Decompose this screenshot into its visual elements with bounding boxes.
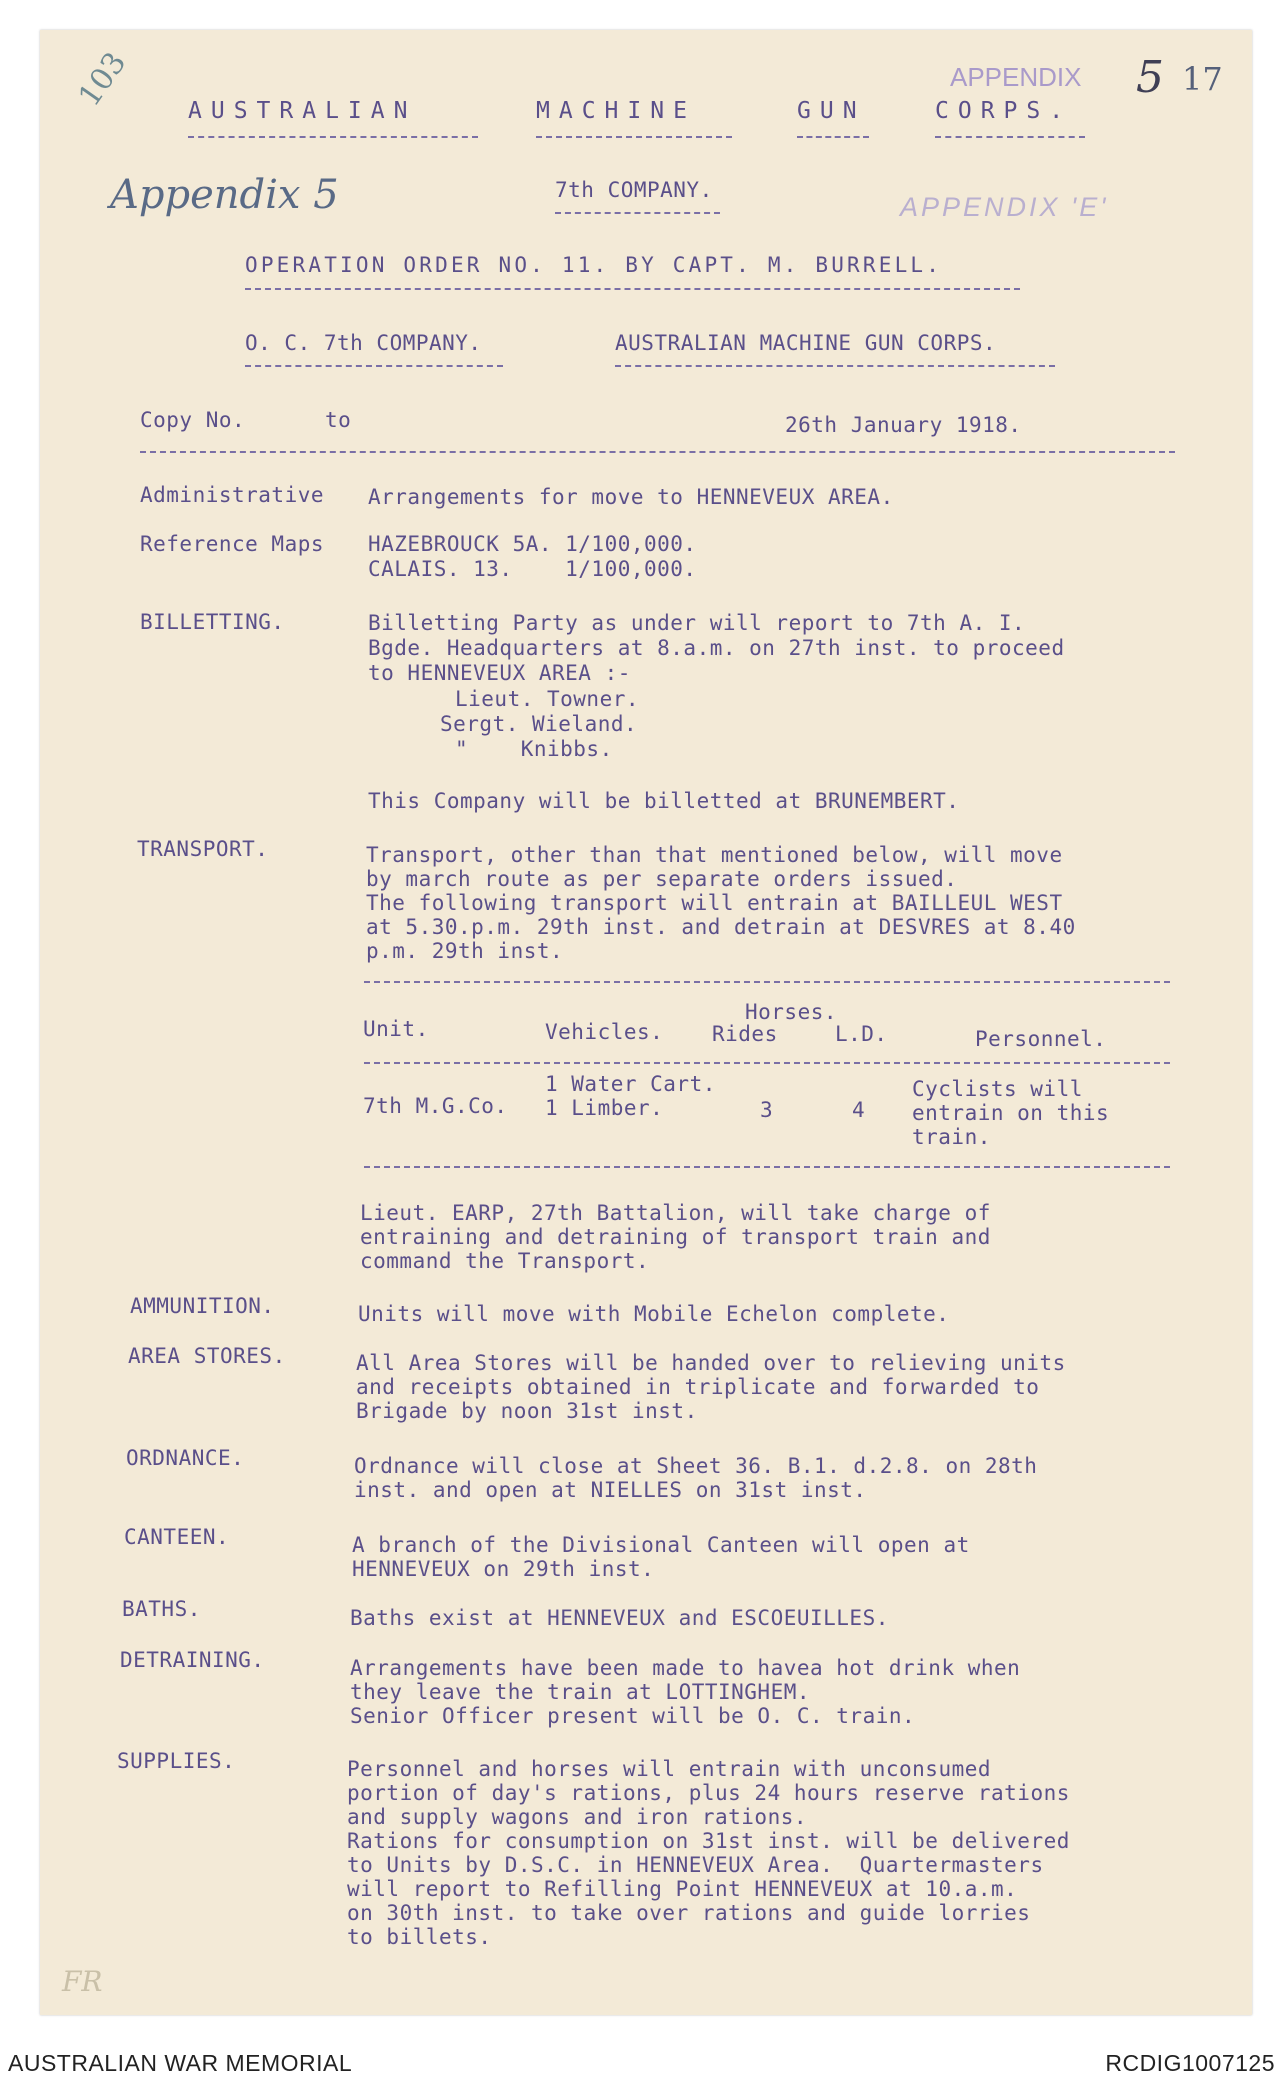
underline-oc-company [245,365,503,367]
table-cell-unit: 7th M.G.Co. [363,1094,508,1118]
ordnance-label: ORDNANCE. [126,1446,245,1470]
copy-to-label: to [325,408,352,432]
table-column-rides: Rides [712,1022,778,1046]
underline-corps [935,136,1085,138]
supplies-line: will report to Refilling Point HENNEVEUX at 10.a.m. [347,1877,1018,1901]
table-cell-vehicle: 1 Water Cart. [545,1072,716,1096]
billetting-line: Bgde. Headquarters at 8.a.m. on 27th inst. to proceed [368,636,1065,660]
order-date: 26th January 1918. [785,413,1022,437]
header-word-machine: MACHINE [536,98,696,124]
transport-note-line: command the Transport. [360,1249,650,1273]
area-stores-line: Brigade by noon 31st inst. [356,1399,698,1423]
underline-company [555,212,720,214]
header-word-corps: CORPS. [935,98,1073,124]
detraining-label: DETRAINING. [120,1648,265,1672]
billetting-line: to HENNEVEUX AREA :- [368,661,631,685]
underline-order-title [245,288,1020,290]
header-separator [140,451,1175,453]
table-cell-personnel: Cyclists will [912,1077,1083,1101]
billetting-note: This Company will be billetted at BRUNEMBERT. [368,789,960,813]
maps-label: Reference Maps [140,532,325,556]
bottom-mark: FR [62,1965,103,1998]
oc-company: O. C. 7th COMPANY. [245,331,482,355]
folio-number: 103 [71,46,134,113]
transport-label: TRANSPORT. [137,837,269,861]
underline-australian [188,136,478,138]
appendix-number-handwritten: 5 [1136,52,1164,103]
table-cell-personnel: entrain on this [912,1101,1110,1125]
appendix-script: Appendix 5 [110,172,339,218]
table-column-personnel: Personnel. [975,1027,1107,1051]
table-column-ld: L.D. [835,1022,888,1046]
maps-line-2: CALAIS. 13. 1/100,000. [368,557,697,581]
detraining-line: they leave the train at LOTTINGHEM. [350,1680,811,1704]
footer-record-id: RCDIG1007125 [1105,2050,1275,2076]
canteen-line: HENNEVEUX on 29th inst. [352,1557,655,1581]
table-cell-vehicle: 1 Limber. [545,1096,664,1120]
table-cell-ld: 4 [852,1098,866,1122]
transport-line: p.m. 29th inst. [366,939,564,963]
supplies-line: and supply wagons and iron rations. [347,1805,808,1829]
area-stores-line: and receipts obtained in triplicate and forwarded to [356,1375,1040,1399]
area-stores-line: All Area Stores will be handed over to relieving units [356,1351,1066,1375]
table-bottom-rule [364,1166,1170,1168]
baths-line: Baths exist at HENNEVEUX and ESCOEUILLES. [350,1606,889,1630]
order-title: OPERATION ORDER NO. 11. BY CAPT. M. BURRELL. [245,253,943,277]
table-group-header-horses: Horses. [745,1000,838,1024]
supplies-line: to Units by D.S.C. in HENNEVEUX Area. Quartermasters [347,1853,1044,1877]
ordnance-line: inst. and open at NIELLES on 31st inst. [354,1478,867,1502]
baths-label: BATHS. [122,1597,201,1621]
company-title: 7th COMPANY. [555,178,713,202]
transport-line: Transport, other than that mentioned below, will move [366,843,1063,867]
underline-oc-corps [615,365,1055,367]
transport-note-line: entraining and detraining of transport train and [360,1225,991,1249]
admin-text: Arrangements for move to HENNEVEUX AREA. [368,485,894,509]
supplies-line: on 30th inst. to take over rations and guide lorries [347,1901,1031,1925]
canteen-line: A branch of the Divisional Canteen will open at [352,1533,970,1557]
transport-line: The following transport will entrain at BAILLEUL WEST [366,891,1063,915]
supplies-label: SUPPLIES. [117,1749,236,1773]
billetting-line: Billetting Party as under will report to 7th A. I. [368,611,1026,635]
area-stores-label: AREA STORES. [128,1344,286,1368]
oc-corps: AUSTRALIAN MACHINE GUN CORPS. [615,331,997,355]
page-number: 17 [1182,60,1223,98]
billetting-party-member: Lieut. Towner. [455,687,640,711]
ammunition-label: AMMUNITION. [130,1294,275,1318]
table-cell-rides: 3 [760,1098,774,1122]
transport-note-line: Lieut. EARP, 27th Battalion, will take charge of [360,1201,991,1225]
appendix-e-stamp: APPENDIX 'E' [900,192,1109,222]
admin-label: Administrative [140,483,325,507]
ordnance-line: Ordnance will close at Sheet 36. B.1. d.2.8. on 28th [354,1454,1038,1478]
billetting-party-member: Sergt. Wieland. [440,712,638,736]
table-cell-personnel: train. [912,1125,991,1149]
detraining-line: Arrangements have been made to havea hot drink when [350,1656,1021,1680]
supplies-line: portion of day's rations, plus 24 hours reserve rations [347,1781,1070,1805]
ammunition-line: Units will move with Mobile Echelon complete. [358,1302,950,1326]
table-column-vehicles: Vehicles. [545,1020,664,1044]
transport-line: by march route as per separate orders issued. [366,867,958,891]
copy-number-label: Copy No. [140,408,246,432]
table-column-unit: Unit. [363,1017,429,1041]
maps-line-1: HAZEBROUCK 5A. 1/100,000. [368,532,697,556]
underline-machine [536,136,732,138]
header-word-australian: AUSTRALIAN [188,98,417,124]
table-header-rule [364,1062,1170,1064]
underline-gun [797,136,869,138]
supplies-line: Rations for consumption on 31st inst. will be delivered [347,1829,1070,1853]
supplies-line: to billets. [347,1925,492,1949]
detraining-line: Senior Officer present will be O. C. train. [350,1704,916,1728]
canteen-label: CANTEEN. [124,1525,230,1549]
supplies-line: Personnel and horses will entrain with unconsumed [347,1757,992,1781]
table-top-rule [364,981,1170,983]
billetting-party-member: " Knibbs. [455,737,613,761]
appendix-stamp: APPENDIX [950,62,1082,92]
header-word-gun: GUN [797,98,866,124]
billetting-label: BILLETTING. [140,610,285,634]
transport-line: at 5.30.p.m. 29th inst. and detrain at DESVRES at 8.40 [366,915,1076,939]
footer-source: AUSTRALIAN WAR MEMORIAL [8,2050,353,2076]
